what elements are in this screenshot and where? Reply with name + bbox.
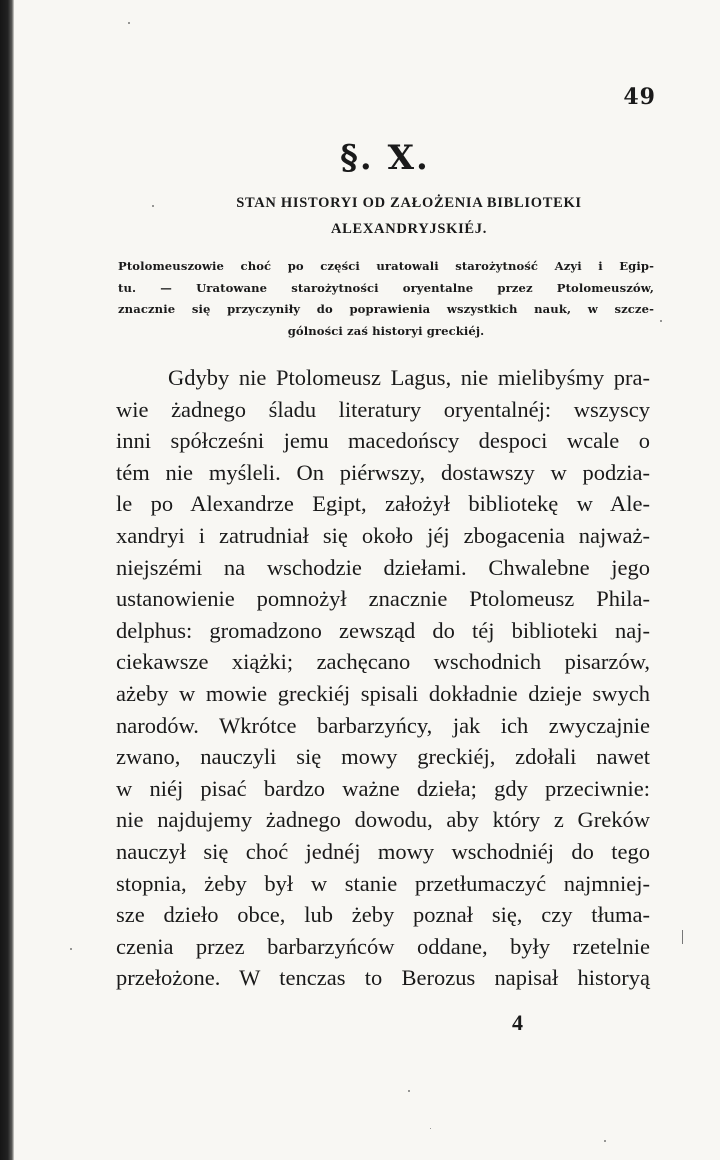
body-line: xandryi i zatrudniał się około jéj zbogacenia najważ-: [116, 522, 650, 548]
body-line: nie najdujemy żadnego dowodu, aby który z Greków: [116, 807, 650, 833]
body-line: le po Alexandrze Egipt, założył bibliotekę w Ale-: [116, 491, 650, 517]
body-line: ciekawsze xiążki; zachęcano wschodnich pisarzów,: [116, 649, 650, 675]
chapter-title: [120, 190, 698, 242]
section-summary: [118, 256, 654, 342]
chapter-title-line: STAN HISTORYI OD ZAŁOŻENIA BIBLIOTEKI: [236, 195, 582, 211]
body-line: ustanowienie pomnożył znacznie Ptolomeusz Phila-: [116, 586, 650, 612]
body-line: przełożone. W tenczas to Berozus napisał historyą: [116, 965, 650, 991]
paper-speck: [128, 22, 130, 24]
body-line: nauczył się choć jednéj mowy wschodniéj do tego: [116, 838, 650, 864]
body-paragraph: [116, 362, 650, 994]
paper-speck: [604, 1140, 606, 1142]
paper-speck: [408, 1090, 410, 1092]
summary-line: znacznie się przyczyniły do poprawienia wszystkich nauk, w szcze-: [118, 302, 654, 316]
summary-line: gólności zaś historyi greckiéj.: [287, 323, 485, 338]
body-line: niejszémi na wschodzie dziełami. Chwalebne jego: [116, 554, 650, 580]
section-heading: §. X.: [340, 138, 430, 178]
body-line: delphus: gromadzono zewsząd do téj biblioteki naj-: [116, 617, 650, 643]
body-line: stopnia, żeby był w stanie przetłumaczyć najmniej-: [116, 870, 650, 896]
paper-speck: [430, 1128, 431, 1129]
body-line: inni spółcześni jemu macedońscy despoci wcale o: [116, 428, 650, 454]
chapter-title-line: ALEXANDRYJSKIÉJ.: [330, 221, 488, 237]
summary-line: tu. — Uratowane starożytności oryentalne przez Ptolomeuszów,: [118, 280, 654, 295]
paper-speck: [70, 948, 72, 950]
body-line: narodów. Wkrótce barbarzyńcy, jak ich zwyczajnie: [116, 712, 650, 738]
page-number: 49: [623, 84, 656, 110]
signature-mark: 4: [512, 1010, 523, 1035]
paper-speck: [152, 205, 154, 207]
summary-line: Ptolomeuszowie choć po części uratowali starożytność Azyi i Egip-: [118, 259, 654, 273]
body-line: sze dzieło obce, lub żeby poznał się, czy tłuma-: [116, 902, 650, 928]
body-line: Gdyby nie Ptolomeusz Lagus, nie mielibyśmy pra-: [168, 365, 650, 390]
body-line: czenia przez barbarzyńców oddane, były rzetelnie: [116, 933, 650, 959]
paper-speck: [660, 320, 662, 322]
paper-speck: [682, 930, 683, 944]
body-line: w niéj pisać bardzo ważne dzieła; gdy przeciwnie:: [116, 775, 650, 801]
body-line: wie żadnego śladu literatury oryentalnéj: wszyscy: [116, 396, 650, 422]
body-line: tém nie myśleli. On piérwszy, dostawszy w podzia-: [116, 459, 650, 485]
body-line: zwano, nauczyli się mowy greckiéj, zdołali nawet: [116, 744, 650, 770]
body-line: ażeby w mowie greckiéj spisali dokładnie dzieje swych: [116, 680, 650, 706]
